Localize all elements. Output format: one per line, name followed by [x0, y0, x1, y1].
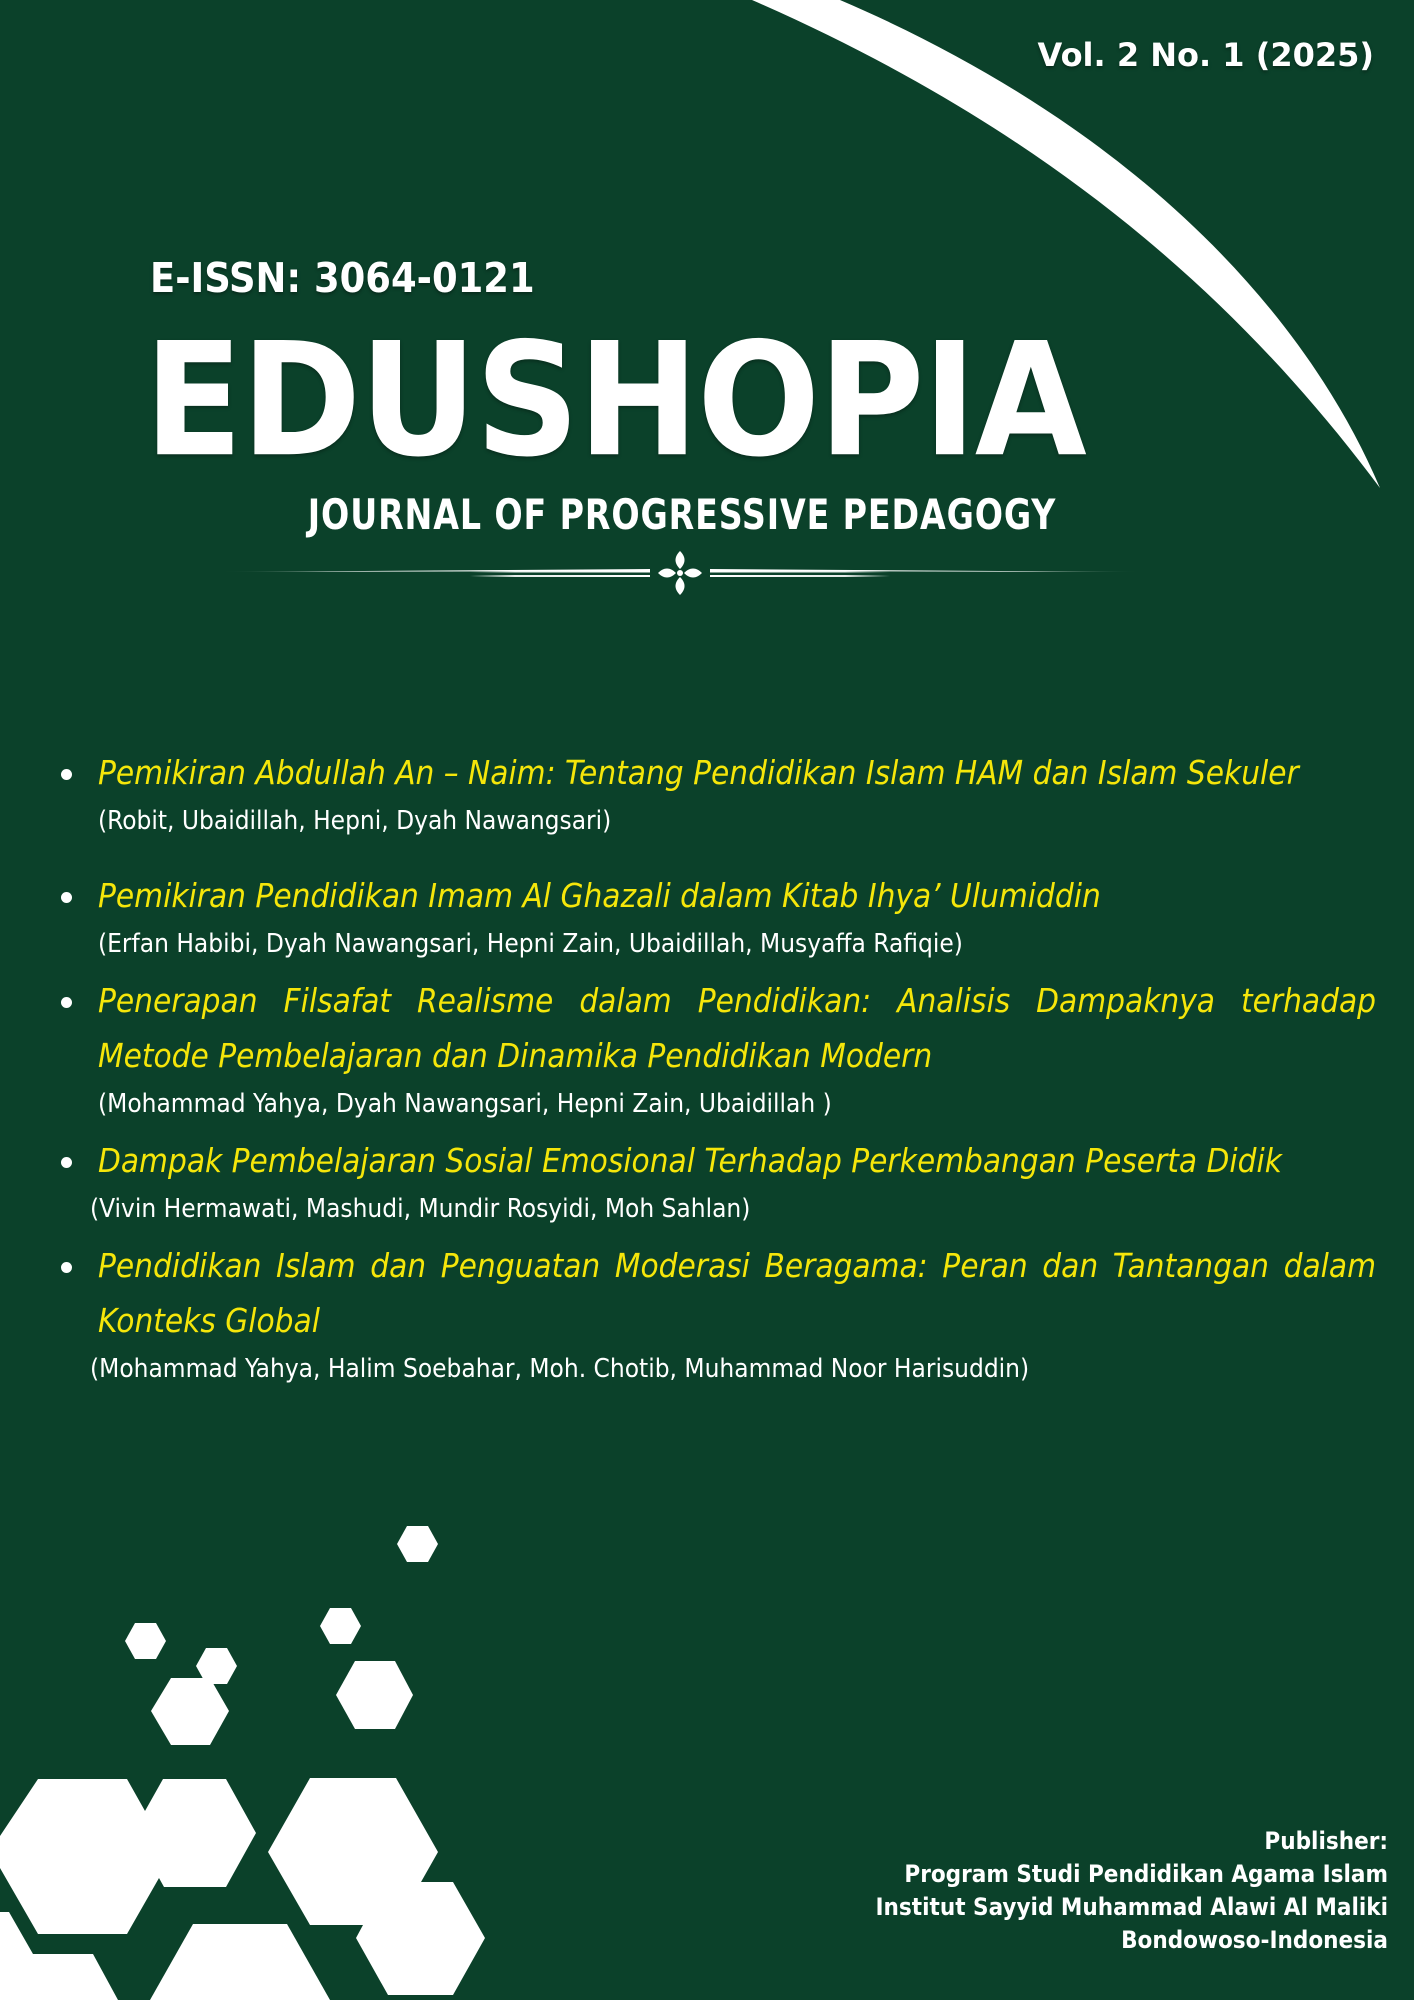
- bullet-icon: [61, 1157, 72, 1168]
- article-item: [58, 1133, 1376, 1230]
- article-authors: (Mohammad Yahya, Dyah Nawangsari, Hepni Zain, Ubaidillah ): [98, 1089, 832, 1119]
- article-title: Penerapan Filsafat Realisme dalam Pendidikan: Analisis Dampaknya terhadap Metode Pembelajaran dan Dinamika Pendidikan Modern: [98, 981, 1376, 1075]
- article-item: [58, 1238, 1376, 1390]
- issn-label: E-ISSN: 3064-0121: [150, 254, 535, 302]
- article-item: [58, 973, 1376, 1125]
- volume-issue: Vol. 2 No. 1 (2025): [1037, 36, 1374, 74]
- publisher-line: Institut Sayyid Muhammad Alawi Al Maliki: [875, 1893, 1388, 1921]
- article-authors: (Robit, Ubaidillah, Hepni, Dyah Nawangsari): [98, 806, 612, 836]
- bullet-icon: [61, 892, 72, 903]
- article-authors: (Erfan Habibi, Dyah Nawangsari, Hepni Zain, Ubaidillah, Musyaffa Rafiqie): [98, 929, 963, 959]
- journal-title: EDUSHOPIA: [144, 308, 1086, 492]
- bullet-icon: [61, 997, 72, 1008]
- hexagon-pattern-decoration: [0, 1500, 520, 2000]
- journal-subtitle: JOURNAL OF PROGRESSIVE PEDAGOGY: [307, 490, 1057, 539]
- article-title: Pendidikan Islam dan Penguatan Moderasi Beragama: Peran dan Tantangan dalam Konteks Global: [98, 1246, 1376, 1340]
- publisher-line: Bondowoso-Indonesia: [1121, 1926, 1388, 1954]
- floral-cross-divider-icon: [220, 548, 1140, 598]
- article-authors: (Vivin Hermawati, Mashudi, Mundir Rosyidi, Moh Sahlan): [90, 1194, 751, 1224]
- publisher-block: [876, 1825, 1388, 1957]
- article-item: [58, 745, 1376, 842]
- article-title: Pemikiran Pendidikan Imam Al Ghazali dalam Kitab Ihya’ Ulumiddin: [98, 876, 1101, 915]
- article-authors: (Mohammad Yahya, Halim Soebahar, Moh. Chotib, Muhammad Noor Harisuddin): [90, 1354, 1030, 1384]
- article-title: Pemikiran Abdullah An – Naim: Tentang Pendidikan Islam HAM dan Islam Sekuler: [98, 753, 1299, 792]
- publisher-label: Publisher:: [1264, 1827, 1388, 1855]
- bullet-icon: [61, 769, 72, 780]
- bullet-icon: [61, 1262, 72, 1273]
- article-title: Dampak Pembelajaran Sosial Emosional Terhadap Perkembangan Peserta Didik: [98, 1141, 1282, 1180]
- article-item: [58, 868, 1376, 965]
- article-list: [58, 745, 1376, 1390]
- publisher-line: Program Studi Pendidikan Agama Islam: [904, 1860, 1388, 1888]
